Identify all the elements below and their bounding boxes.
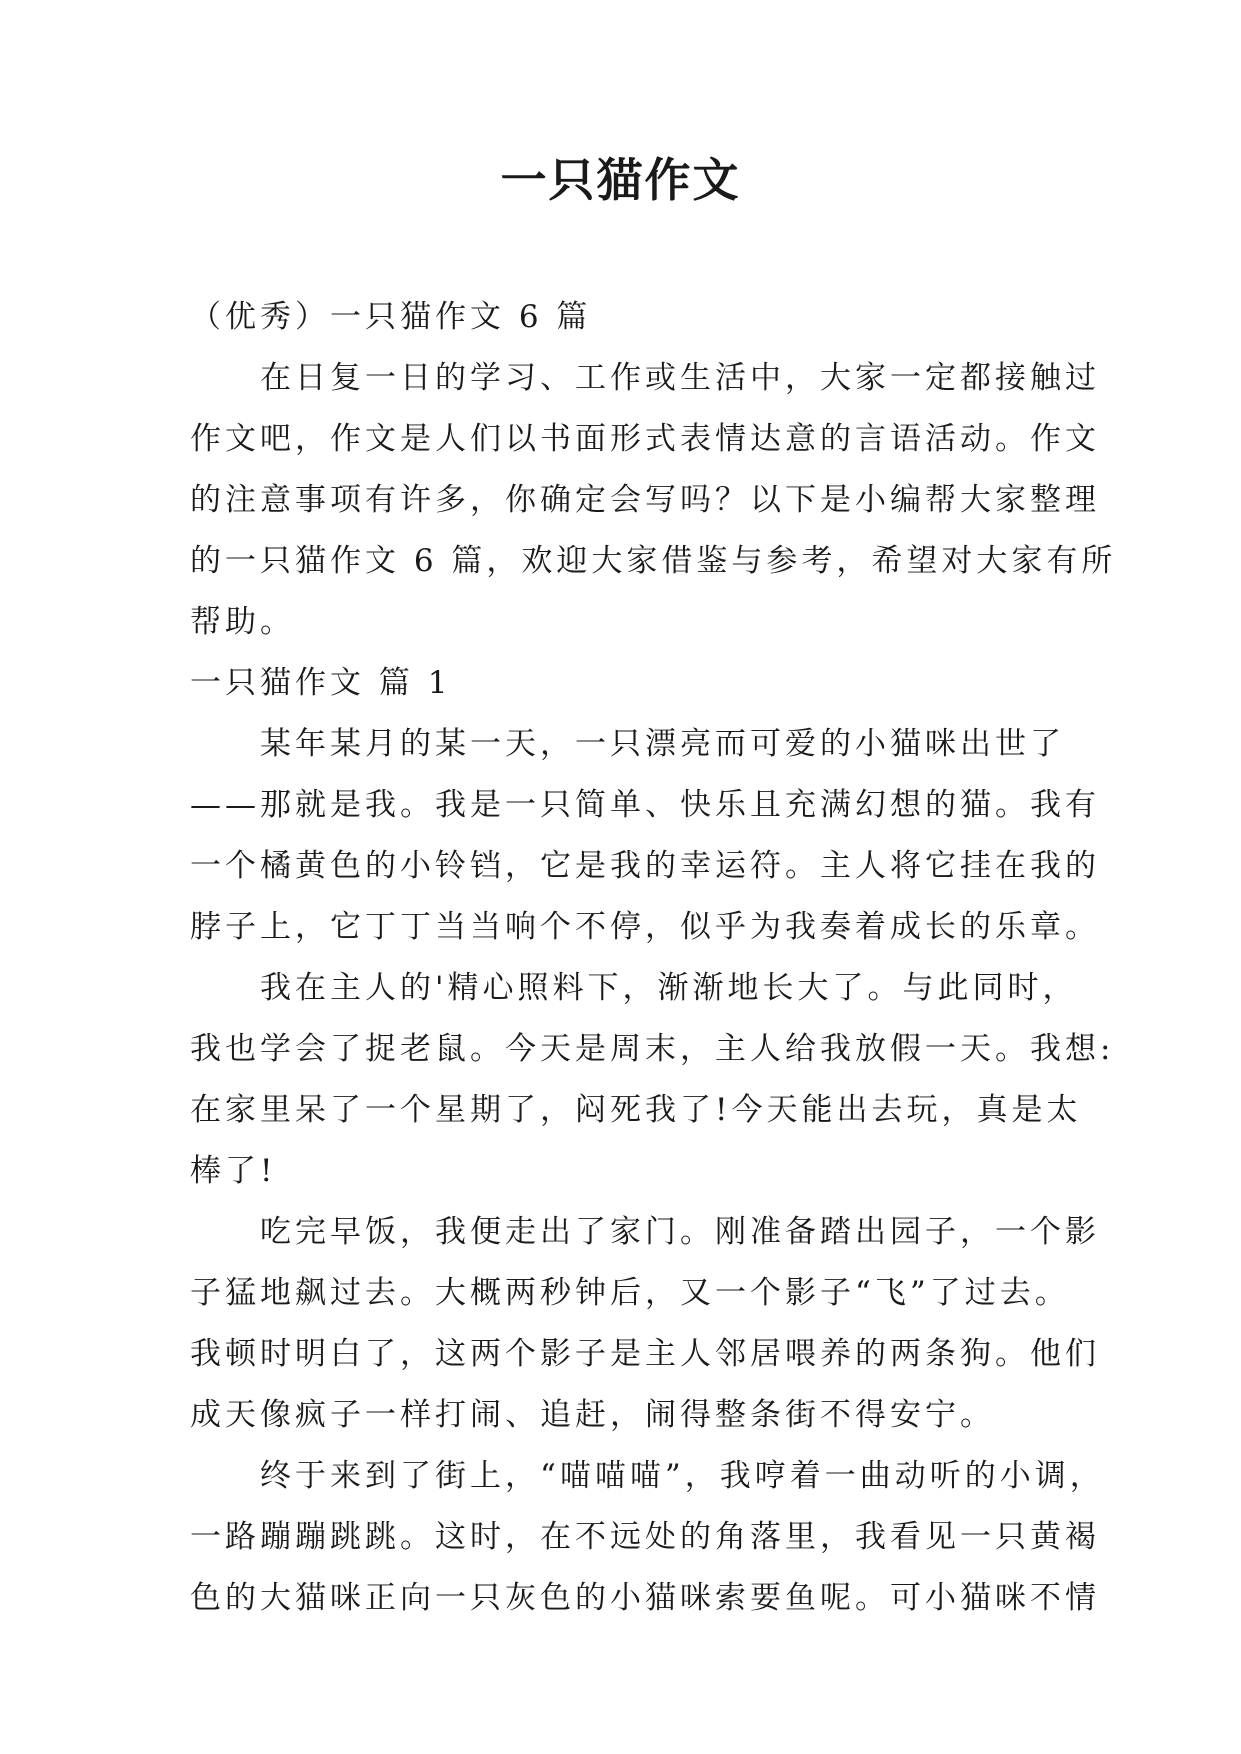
text-line: 的注意事项有许多，你确定会写吗？以下是小编帮大家整理 [190, 482, 1100, 518]
text-line: 帮助。 [190, 604, 295, 640]
text-line: 脖子上，它丁丁当当响个不停，似乎为我奏着成长的乐章。 [190, 909, 1100, 945]
text-line: 终于来到了街上，“喵喵喵”，我哼着一曲动听的小调， [260, 1458, 1105, 1494]
text-line: 作文吧，作文是人们以书面形式表情达意的言语活动。作文 [190, 421, 1100, 457]
text-line: 一只猫作文 篇 1 [190, 665, 452, 701]
text-line: 某年某月的某一天，一只漂亮而可爱的小猫咪出世了 [260, 726, 1065, 762]
text-line: 我顿时明白了，这两个影子是主人邻居喂养的两条狗。他们 [190, 1336, 1100, 1372]
text-line: 我也学会了捉老鼠。今天是周末，主人给我放假一天。我想: [190, 1031, 1115, 1067]
document-title: 一只猫作文 [500, 153, 741, 207]
text-line: 一路蹦蹦跳跳。这时，在不远处的角落里，我看见一只黄褐 [190, 1519, 1100, 1555]
text-line: 棒了! [190, 1153, 277, 1189]
text-line: ——那就是我。我是一只简单、快乐且充满幻想的猫。我有 [190, 787, 1100, 823]
text-line: 子猛地飙过去。大概两秒钟后，又一个影子“飞”了过去。 [190, 1275, 1070, 1311]
text-line: 一个橘黄色的小铃铛，它是我的幸运符。主人将它挂在我的 [190, 848, 1100, 884]
text-line: 成天像疯子一样打闹、追赶，闹得整条街不得安宁。 [190, 1397, 995, 1433]
text-line: 在家里呆了一个星期了，闷死我了!今天能出去玩，真是太 [190, 1092, 1082, 1128]
text-line: （优秀）一只猫作文 6 篇 [190, 299, 592, 335]
text-line: 吃完早饭，我便走出了家门。刚准备踏出园子，一个影 [260, 1214, 1100, 1250]
document-body [190, 287, 1117, 1629]
text-line: 色的大猫咪正向一只灰色的小猫咪索要鱼呢。可小猫咪不情 [190, 1580, 1100, 1616]
text-line: 的一只猫作文 6 篇，欢迎大家借鉴与参考，希望对大家有所 [190, 543, 1117, 579]
text-line: 我在主人的'精心照料下，渐渐地长大了。与此同时， [260, 970, 1078, 1006]
text-line: 在日复一日的学习、工作或生活中，大家一定都接触过 [260, 360, 1100, 396]
